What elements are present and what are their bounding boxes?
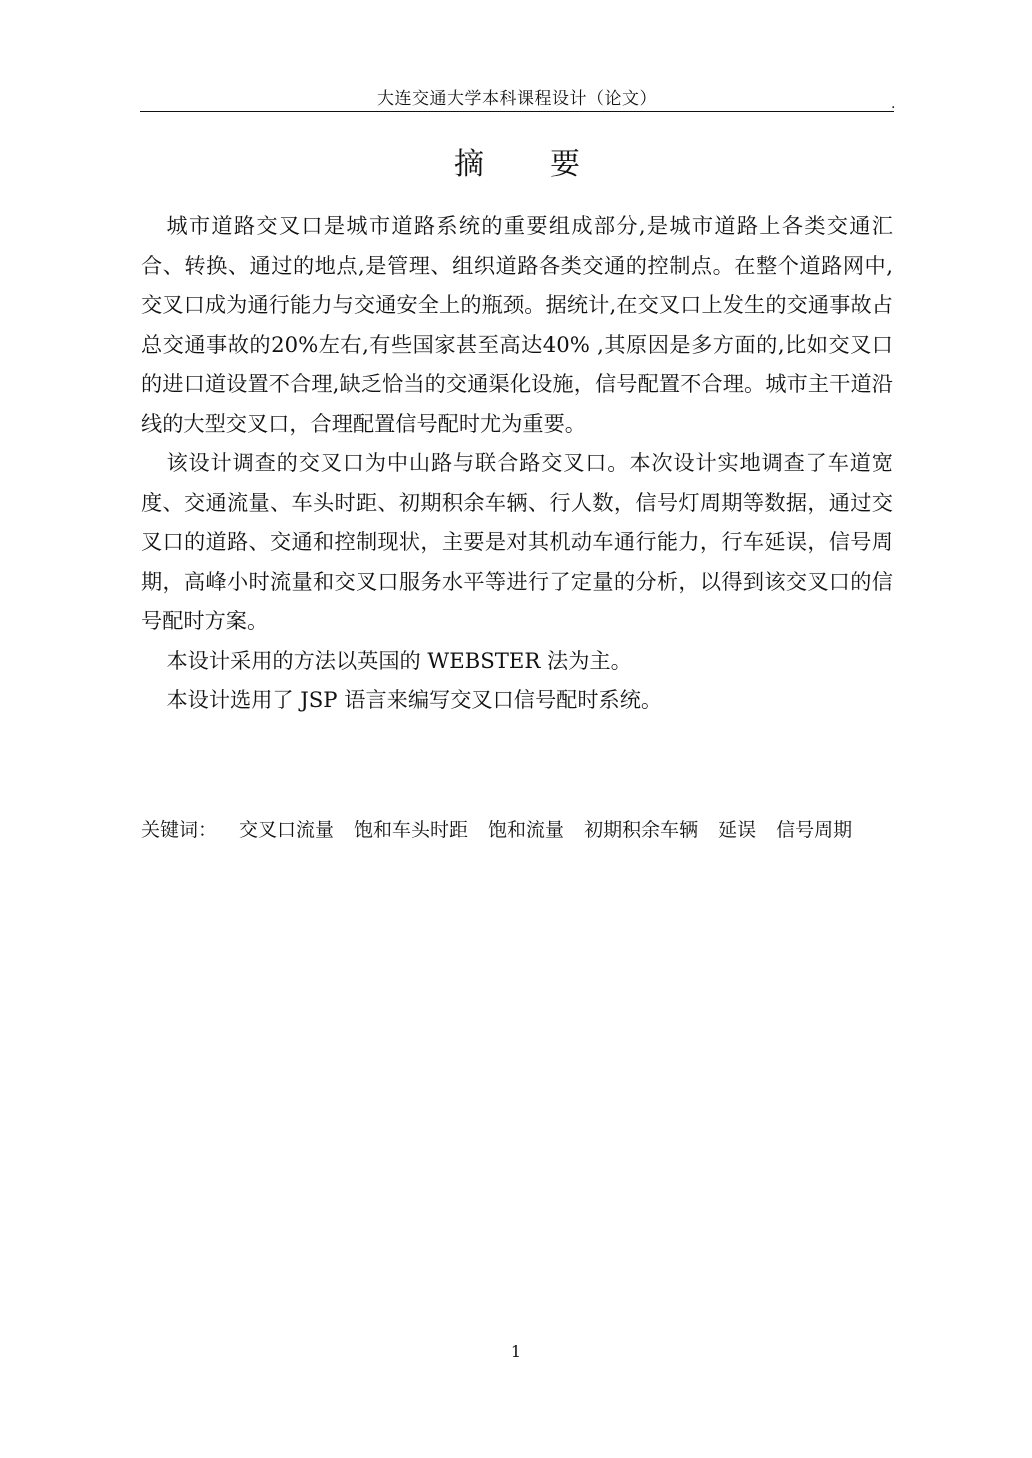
page-number: 1 (510, 1342, 522, 1361)
keywords-section (141, 812, 893, 849)
abstract-paragraph-4: 本设计选用了 JSP 语言来编写交叉口信号配时系统。 (166, 687, 663, 712)
running-header: 大连交通大学本科课程设计（论文） (377, 89, 657, 109)
abstract-body (141, 206, 893, 720)
header-rule (140, 111, 894, 112)
abstract-paragraph-3: 本设计采用的方法以英国的 WEBSTER 法为主。 (166, 647, 632, 673)
keyword-item: 信号周期 (776, 819, 853, 841)
abstract-paragraph-1: 城市道路交叉口是城市道路系统的重要组成部分,是城市道路上各类交通汇合、转换、通过的地点,是管理、组织道路各类交通的控制点。在整个道路网中,交叉口成为通行能力与交通安全上的瓶颈。据统计,在交叉口上发生的交通事故占总交通事故的20%左右,有些国家甚至高达40% ,其原因是多方面的,比如交叉口的进口道设置不合理,缺乏恰当的交通渠化设施，信号配置不合理。城市主干道沿线的大型交叉口，合理配置信号配时尤为重要。 (141, 213, 893, 436)
keyword-item: 饱和车头时距 (354, 819, 469, 841)
keyword-item: 交叉口流量 (239, 819, 335, 841)
abstract-paragraph-2: 该设计调查的交叉口为中山路与联合路交叉口。本次设计实地调查了车道宽度、交通流量、车头时距、初期积余车辆、行人数，信号灯周期等数据，通过交叉口的道路、交通和控制现状，主要是对其机动车通行能力，行车延误，信号周期，高峰小时流量和交叉口服务水平等进行了定量的分析，以得到该交叉口的信号配时方案。 (141, 450, 893, 633)
abstract-title: 摘要 (454, 147, 646, 182)
keyword-item: 饱和流量 (488, 819, 565, 841)
header-mark: . (891, 96, 896, 112)
keywords-label: 关键词： (141, 819, 218, 841)
keyword-item: 延误 (718, 819, 757, 841)
keyword-item: 初期积余车辆 (584, 819, 699, 841)
